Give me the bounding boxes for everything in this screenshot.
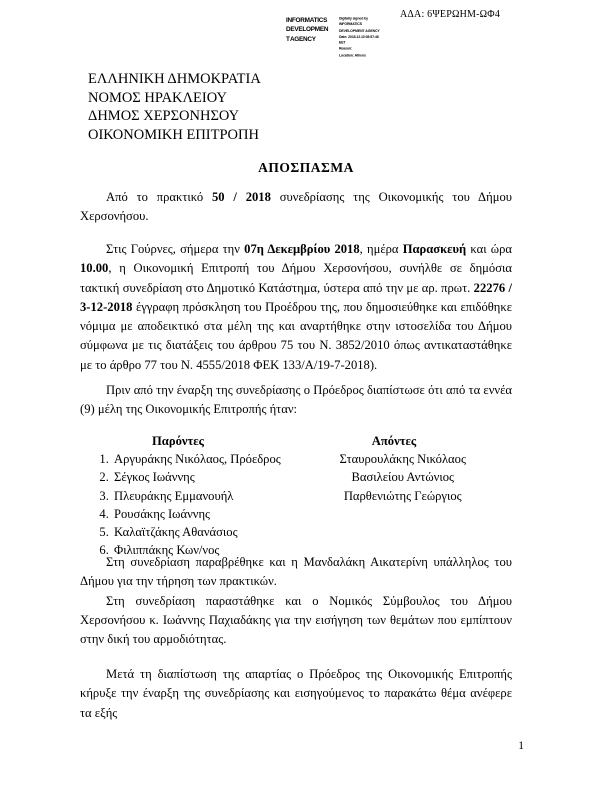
present-members-list	[80, 450, 293, 559]
session-text-3: και ώρα	[470, 242, 512, 256]
masthead-line-municipality: ΔΗΜΟΣ ΧΕΡΣΟΝΗΣΟΥ	[88, 108, 240, 125]
masthead-line-committee: ΟΙΚΟΝΟΜΙΚΗ ΕΠΙΤΡΟΠΗ	[88, 126, 259, 143]
paragraph-session	[80, 240, 512, 375]
signature-organization	[286, 16, 336, 44]
list-item: Σταυρουλάκης Νικόλαος	[339, 452, 466, 467]
roster-body	[80, 450, 512, 559]
digital-signature-stamp	[286, 16, 397, 57]
masthead-line-republic: ΕΛΛΗΝΙΚΗ ΔΗΜΟΚΡΑΤΙΑ	[88, 71, 261, 87]
protocol-number: 50 / 2018	[211, 190, 271, 204]
protocol-tail: συνεδρίασης της Οικονομικής του Δήμου Χερσονήσου.	[80, 190, 512, 224]
protocol-lead: Από το πρακτικό	[106, 190, 204, 204]
session-text-1: Στις Γούρνες, σήμερα την	[106, 242, 240, 256]
list-item: 5. Καλαϊτζάκης Αθανάσιος	[112, 523, 293, 541]
session-protocol-ref: 22276 / 3-12-2018	[80, 280, 513, 314]
list-item: 1. Αργυράκης Νικόλαος, Πρόεδρος	[112, 450, 293, 468]
masthead-line-prefecture: ΝΟΜΟΣ ΗΡΑΚΛΕΙΟΥ	[88, 89, 227, 106]
paragraph-protocol	[80, 188, 512, 227]
signature-detail-line-7: Location: Athens	[339, 52, 366, 57]
list-item: Παρθενιώτης Γεώργιος	[343, 488, 462, 503]
list-item: 6. Φιλιππάκης Κων/νος	[112, 541, 293, 559]
attendance-roster	[80, 432, 512, 559]
quorum-text: Πριν από την έναρξη της συνεδρίασης ο Πρόεδρος διαπίστωσε ότι από τα εννέα (9) μέλη της Οικονομικής Επιτροπής ήταν:	[80, 383, 512, 417]
signature-detail-line-2: INFORMATICS	[339, 22, 362, 27]
clerk-text: Στη συνεδρίαση παραβρέθηκε και η Μανδαλάκη Αικατερίνη υπάλληλος του Δήμου για την τήρηση των πρακτικών.	[80, 555, 512, 589]
paragraph-opening	[80, 665, 512, 723]
paragraph-quorum	[80, 381, 512, 420]
masthead	[88, 70, 261, 144]
signature-detail-line-4: Date: 2018.12.10 08:57:46	[339, 34, 379, 39]
list-item: 2. Σέγκος Ιωάννης	[112, 468, 293, 486]
absent-members-list	[293, 450, 512, 559]
roster-header-row	[80, 432, 512, 450]
list-item: 3. Πλευράκης Εμμανουήλ	[112, 487, 293, 505]
ada-code: ΑΔΑ: 6ΨΕΡΩΗΜ-ΩΦ4	[400, 9, 501, 20]
session-text-5: έγγραφη πρόσκληση του Προέδρου της, που δημοσιεύθηκε και επιδόθηκε νόμιμα με αποδεικτικό στα μέλη της και αναρτήθηκε στην ιστοσελίδα του Δήμου σύμφωνα με τις διατάξεις του άρθρου 75 του Ν. 3852/2010 όπως αντικαταστάθηκε με το άρθρο 77 του Ν. 4555/2018 ΦΕΚ 133/Α/19-7-2018).	[80, 299, 513, 372]
session-text-4: , η Οικονομική Επιτροπή του Δήμου Χερσονήσου, συνήλθε σε δημόσια τακτική συνεδρίαση στο Δημοτικό Κατάστημα, ύστερα από την με αρ. πρωτ.	[80, 261, 512, 295]
paragraph-clerk	[80, 553, 512, 649]
session-day: Παρασκευή	[402, 242, 467, 256]
absent-column-header: Απόντες	[371, 434, 417, 448]
signature-detail-line-5: EET	[339, 40, 346, 45]
session-date: 07η Δεκεμβρίου 2018	[244, 242, 360, 256]
signature-detail-line-6: Reason:	[339, 46, 353, 51]
signature-org-line-3: T AGENCY	[286, 35, 316, 43]
page-number: 1	[518, 740, 524, 752]
signature-detail-line-3: DEVELOPMENT AGENCY	[339, 28, 380, 33]
legal-advisor-text: Στη συνεδρίαση παραστάθηκε και ο Νομικός Σύμβουλος του Δήμου Χερσονήσου κ. Ιωάννης Παχιαδάκης για την εισήγηση των θεμάτων που εμπίπτουν στην δική του αρμοδιότητας.	[80, 593, 512, 647]
signature-detail-line-1: Digitally signed by	[339, 16, 369, 21]
session-time: 10.00	[80, 261, 109, 276]
signature-org-line-1: INFORMATICS	[286, 17, 328, 24]
signature-details	[339, 16, 397, 58]
session-text-2: , ημέρα	[359, 242, 399, 256]
signature-org-line-2: DEVELOPMEN	[286, 26, 329, 34]
opening-text: Μετά τη διαπίστωση της απαρτίας ο Πρόεδρος της Οικονομικής Επιτροπής κήρυξε την έναρξη της συνεδρίασης και εισηγούμενος το παρακάτω θέμα ανέφερε τα εξής	[80, 667, 512, 720]
list-item: Βασιλείου Αντώνιος	[351, 470, 454, 485]
present-column-header: Παρόντες	[152, 434, 204, 448]
list-item: 4. Ρουσάκης Ιωάννης	[112, 505, 293, 523]
page-title: ΑΠΟΣΠΑΣΜΑ	[258, 160, 354, 175]
